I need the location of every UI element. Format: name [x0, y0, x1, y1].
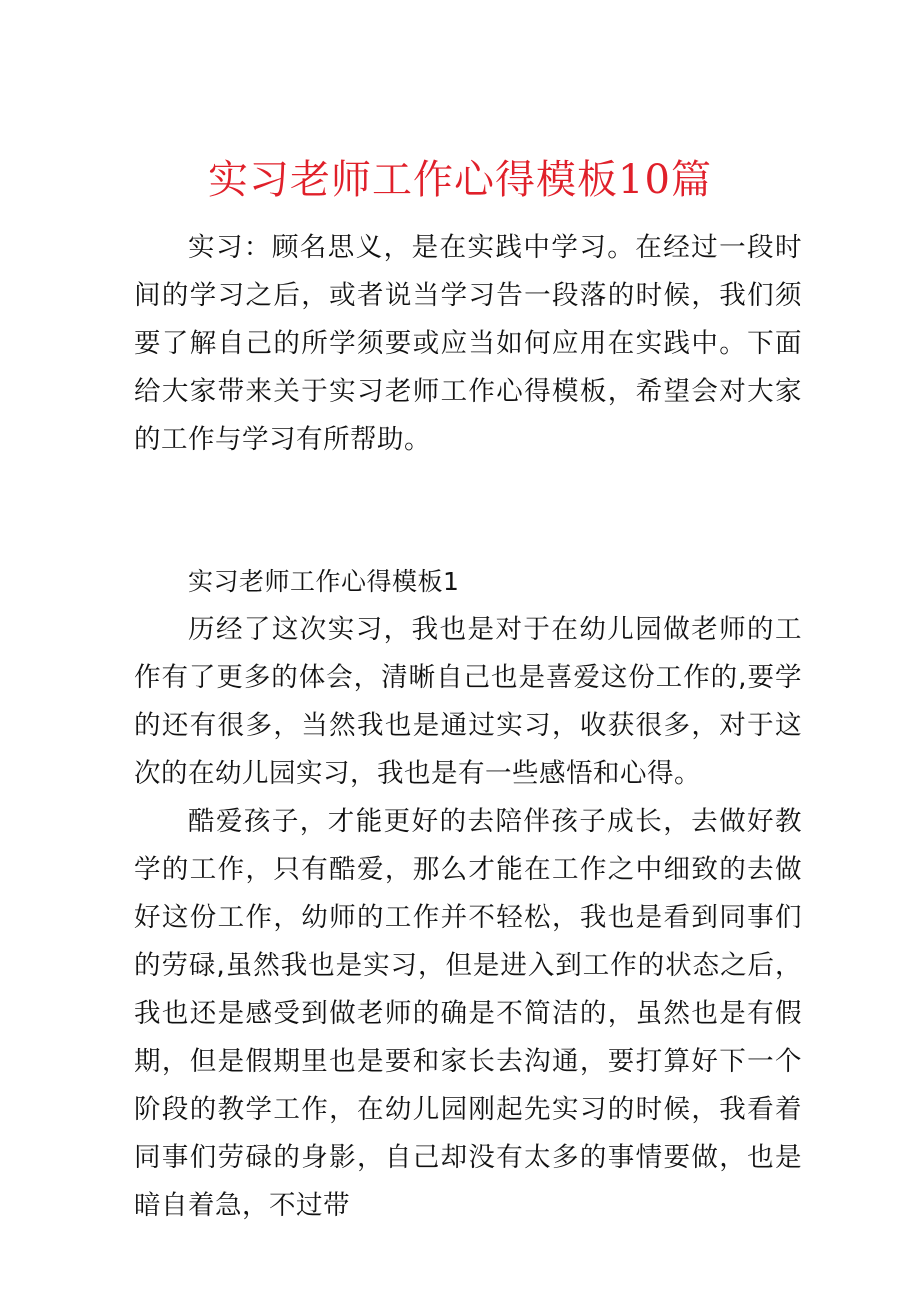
section-paragraph-2: 酷爱孩子，才能更好的去陪伴孩子成长，去做好教学的工作，只有酷爱，那么才能在工作之中细致的去做好这份工作，幼师的工作并不轻松，我也是看到同事们的劳碌,虽然我也是实习，但是进入到工作的状态之后，我也还是感受到做老师的确是不简洁的，虽然也是有假期，但是假期里也是要和家长去沟通，要打算好下一个阶段的教学工作，在幼儿园刚起先实习的时候，我看着同事们劳碌的身影，自己却没有太多的事情要做，也是暗自着急，不过带 [134, 806, 802, 1221]
section-paragraph-1: 历经了这次实习，我也是对于在幼儿园做老师的工作有了更多的体会，清晰自己也是喜爱这份工作的,要学的还有很多，当然我也是通过实习，收获很多，对于这次的在幼儿园实习，我也是有一些感悟和心得。 [134, 614, 802, 789]
section-heading: 实习老师工作心得模板1 [188, 567, 460, 596]
section-1 [134, 558, 802, 1230]
document-title: 实习老师工作心得模板10篇 [208, 157, 712, 203]
intro-paragraph: 实习：顾名思义，是在实践中学习。在经过一段时间的学习之后，或者说当学习告一段落的时候，我们须要了解自己的所学须要或应当如何应用在实践中。下面给大家带来关于实习老师工作心得模板，希望会对大家的工作与学习有所帮助。 [134, 232, 802, 455]
intro-block [134, 224, 802, 464]
